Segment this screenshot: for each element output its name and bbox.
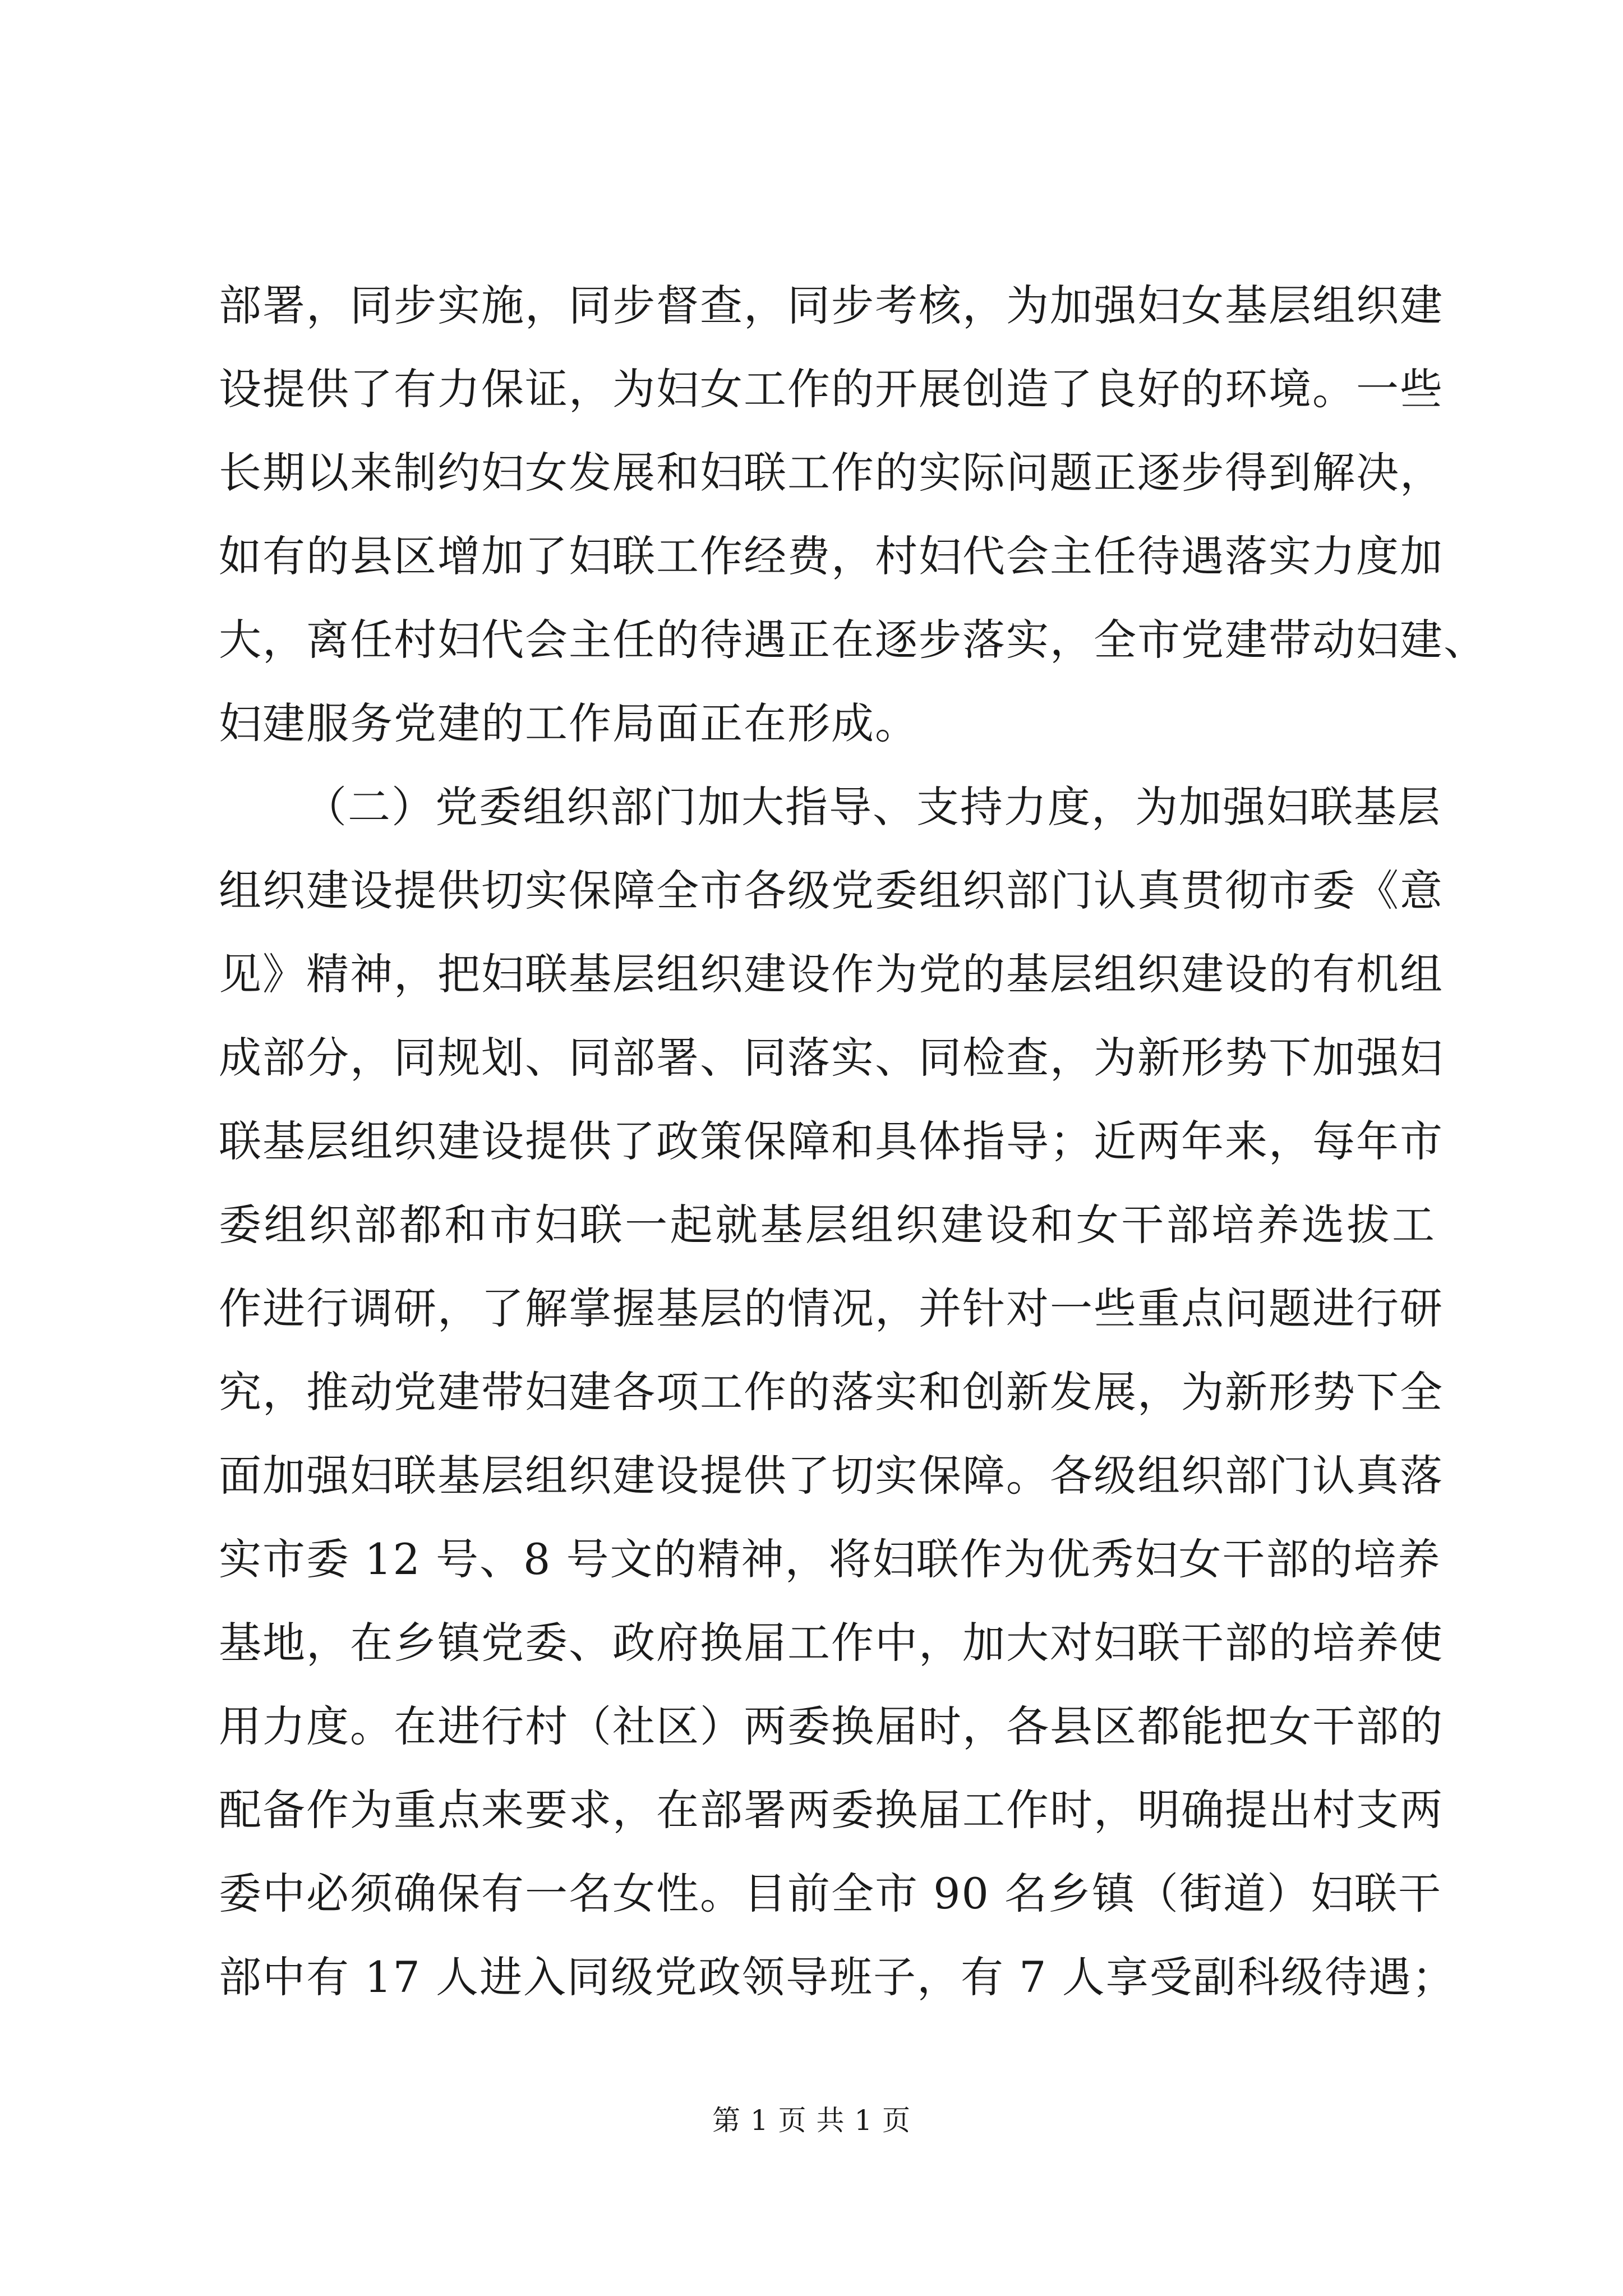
text-line: 联基层组织建设提供了政策保障和具体指导；近两年来，每年市	[219, 1116, 1444, 1166]
text-line: 长期以来制约妇女发展和妇联工作的实际问题正逐步得到解决，	[219, 448, 1444, 498]
text-line: 实市委 12 号、8 号文的精神，将妇联作为优秀妇女干部的培养	[219, 1534, 1441, 1584]
text-line: 部署，同步实施，同步督查，同步考核，为加强妇女基层组织建	[219, 280, 1444, 330]
text-line: 设提供了有力保证，为妇女工作的开展创造了良好的环境。一些	[219, 364, 1444, 414]
text-line: 组织建设提供切实保障全市各级党委组织部门认真贯彻市委《意	[219, 866, 1444, 915]
text-line: 成部分，同规划、同部署、同落实、同检查，为新形势下加强妇	[219, 1033, 1444, 1083]
text-line: 大，离任村妇代会主任的待遇正在逐步落实，全市党建带动妇建、	[219, 615, 1487, 665]
text-line: 用力度。在进行村（社区）两委换届时，各县区都能把女干部的	[219, 1701, 1444, 1751]
text-line: 面加强妇联基层组织建设提供了切实保障。各级组织部门认真落	[219, 1451, 1444, 1501]
text-line: 究，推动党建带妇建各项工作的落实和创新发展，为新形势下全	[219, 1367, 1444, 1417]
page-footer: 第 1 页 共 1 页	[712, 2104, 911, 2137]
text-line: 如有的县区增加了妇联工作经费，村妇代会主任待遇落实力度加	[219, 531, 1444, 581]
text-line: 妇建服务党建的工作局面正在形成。	[219, 698, 919, 748]
text-line: 基地，在乡镇党委、政府换届工作中，加大对妇联干部的培养使	[219, 1618, 1444, 1668]
text-line: 配备作为重点来要求，在部署两委换届工作时，明确提出村支两	[219, 1785, 1444, 1835]
section-heading-line: （二）党委组织部门加大指导、支持力度，为加强妇联基层	[304, 782, 1441, 832]
text-line: 部中有 17 人进入同级党政领导班子，有 7 人享受副科级待遇；	[219, 1952, 1456, 2002]
text-line: 见》精神，把妇联基层组织建设作为党的基层组织建设的有机组	[219, 949, 1444, 999]
text-line: 作进行调研，了解掌握基层的情况，并针对一些重点问题进行研	[219, 1283, 1444, 1333]
body-text	[219, 264, 1487, 2019]
text-line: 委中必须确保有一名女性。目前全市 90 名乡镇（街道）妇联干	[219, 1869, 1442, 1918]
text-line: 委组织部都和市妇联一起就基层组织建设和女干部培养选拔工	[219, 1200, 1436, 1250]
